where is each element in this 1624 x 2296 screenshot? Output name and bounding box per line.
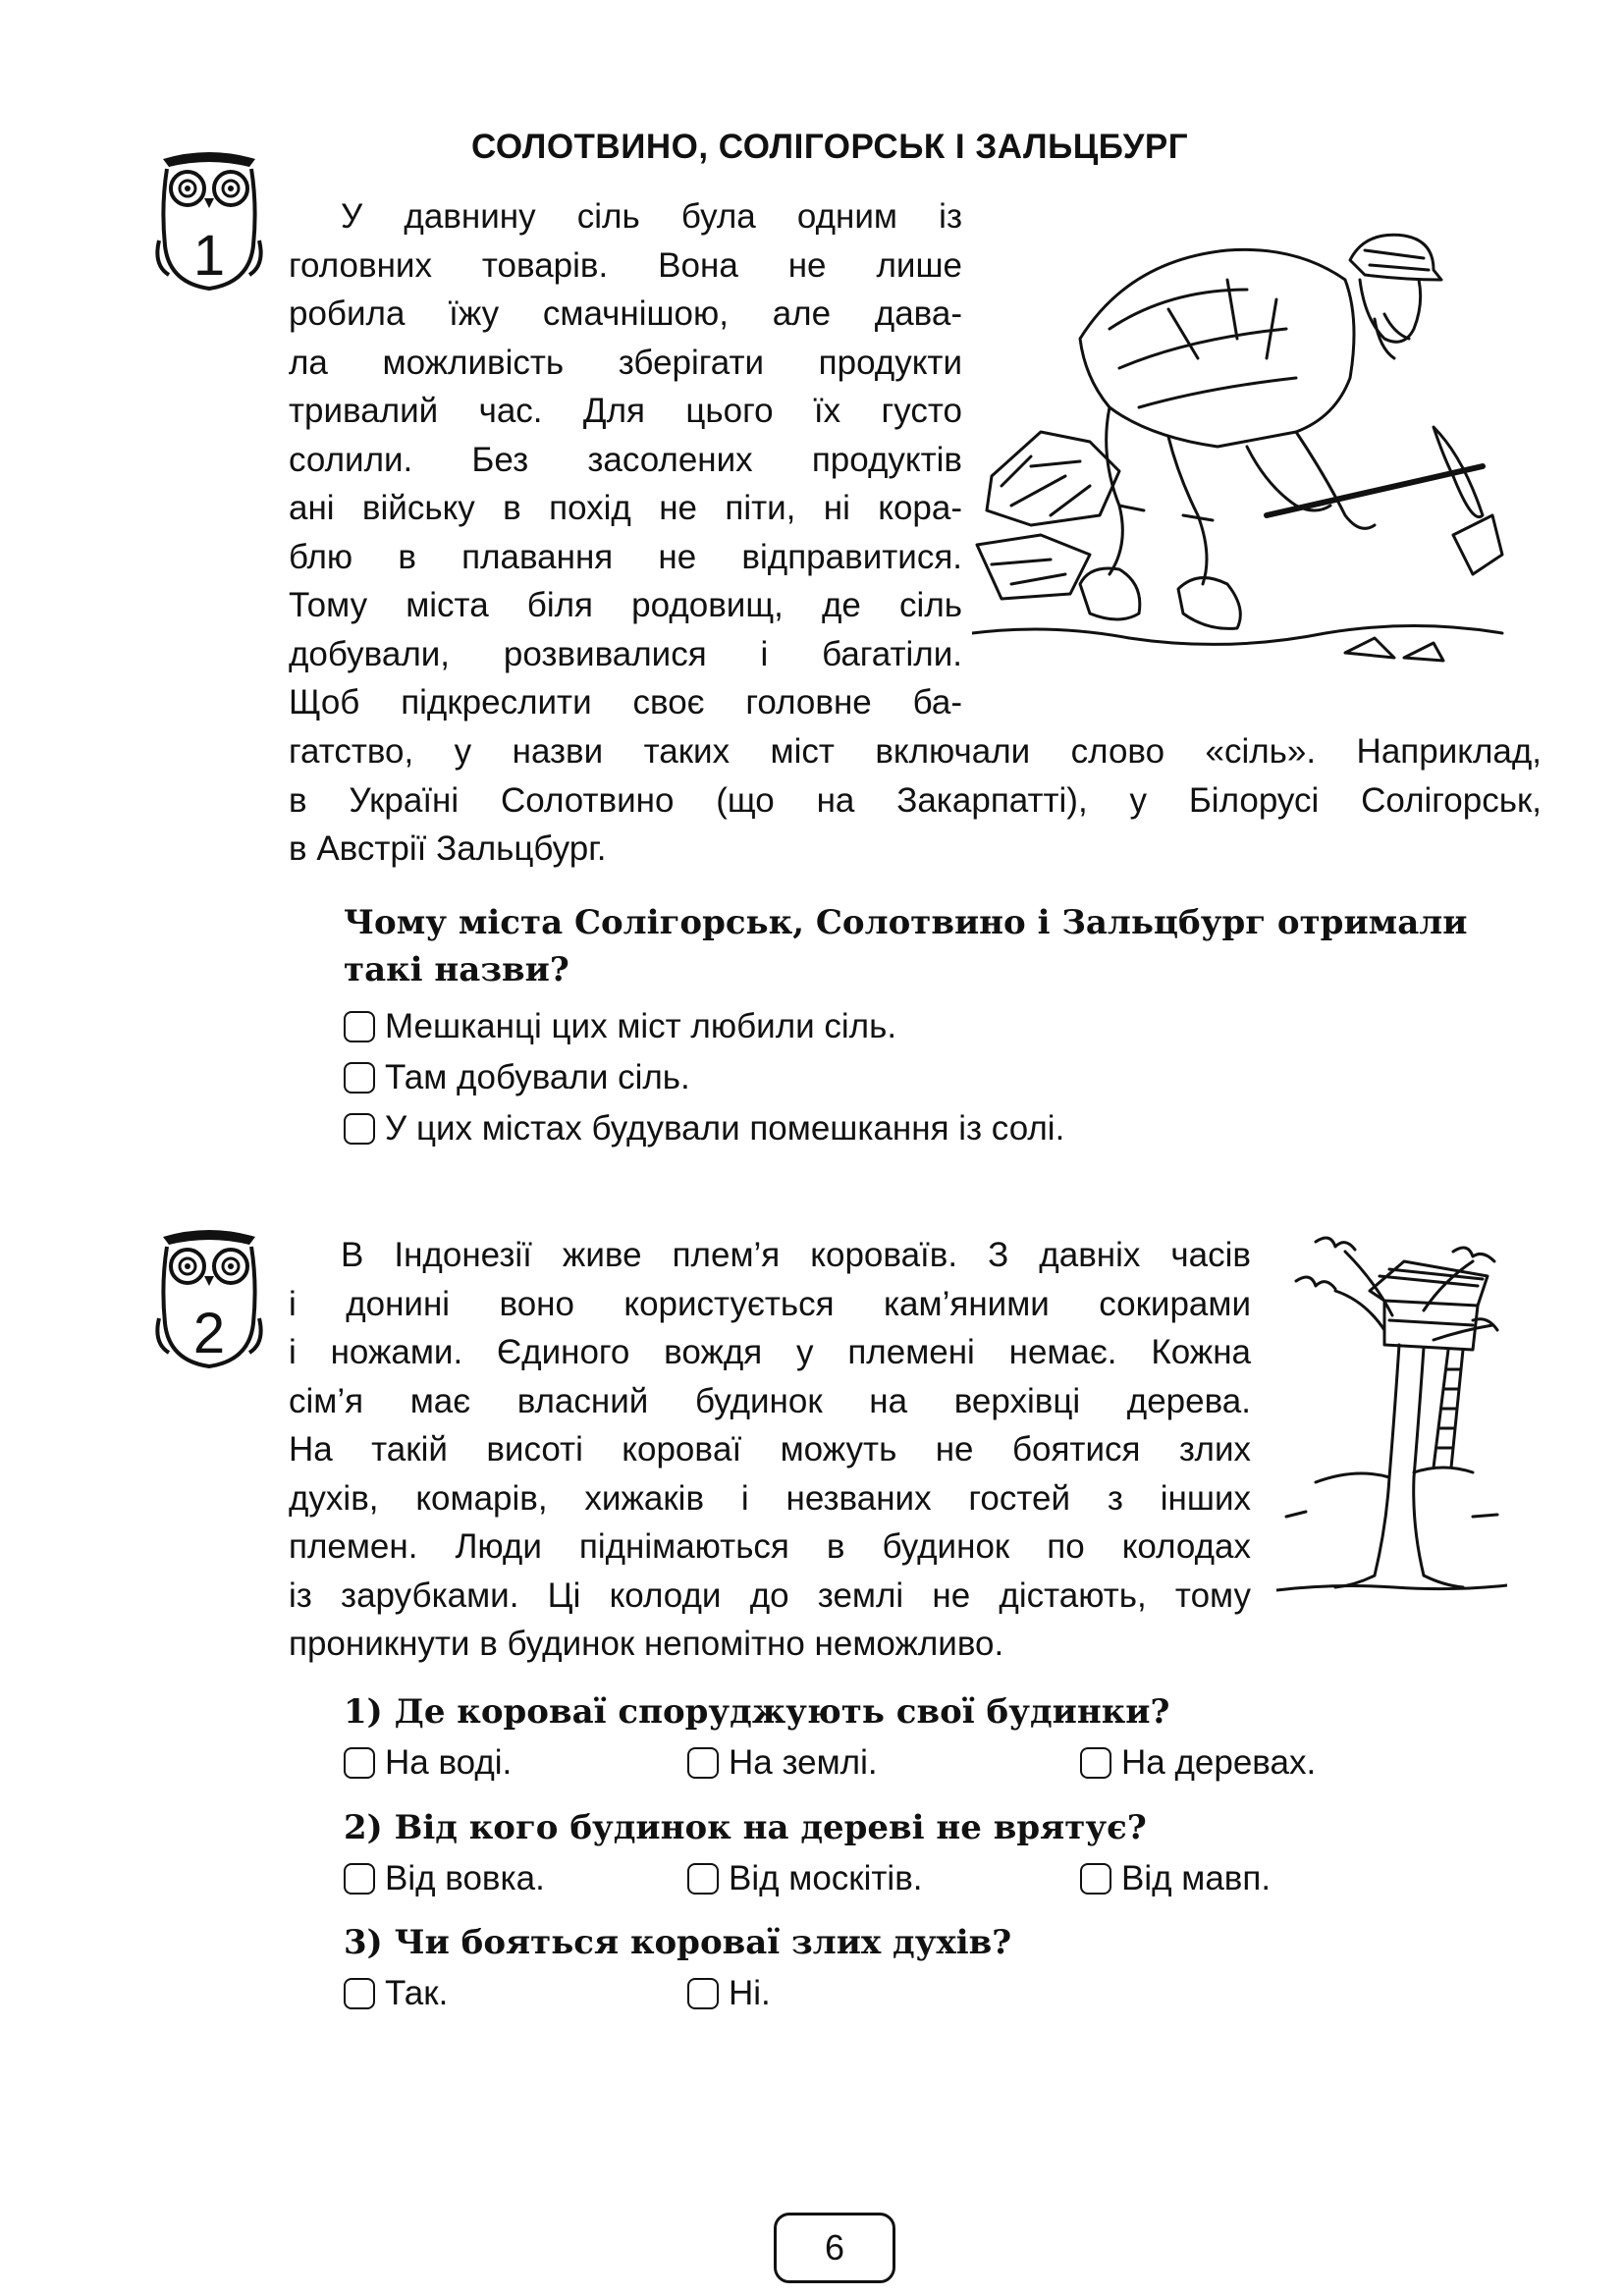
answer-option[interactable] <box>344 1853 687 1904</box>
option-label: Від мавп. <box>1121 1859 1272 1897</box>
page-number: 6 <box>774 2213 895 2283</box>
story-line: ла можливість зберігати продукти <box>289 343 962 382</box>
answer-option[interactable] <box>344 1052 1064 1103</box>
checkbox[interactable] <box>344 1747 375 1779</box>
checkbox[interactable] <box>687 1747 719 1779</box>
story-line: і ножами. Єдиного вождя у племені немає. Кожна <box>289 1333 1251 1371</box>
story-line: На такій висоті коровaї можуть не боятися злих <box>289 1430 1251 1468</box>
story-line: головних товарів. Вона не лише <box>289 245 962 285</box>
story-line: в Австрії Зальцбург. <box>289 829 607 868</box>
question-text: 3) Чи бояться короваї злих духів? <box>344 1923 1012 1962</box>
answer-option[interactable] <box>344 1001 1064 1052</box>
story-line: У давнину сіль була одним із <box>341 197 962 236</box>
miner-with-pickaxe-icon <box>972 221 1507 667</box>
answer-option[interactable] <box>1080 1853 1271 1904</box>
option-label: Мешканці цих міст любили сіль. <box>385 1007 897 1045</box>
miner-illustration <box>972 221 1507 667</box>
story-line: духів, комарів, хижаків і незваних гостей з інших <box>289 1478 1251 1518</box>
story-line: гатство, у назви таких міст включали слово «сіль». Наприклад, <box>289 732 1542 771</box>
answer-option[interactable] <box>687 1737 1080 1789</box>
question-text: 1) Де короваї споруджують свої будинки? <box>344 1692 1170 1732</box>
option-label: На деревах. <box>1121 1743 1317 1782</box>
option-label: На землі. <box>729 1743 878 1782</box>
story-line: сім’я має власний будинок на верхівці дерева. <box>289 1381 1251 1420</box>
story-line: солили. Без засолених продуктів <box>289 440 962 479</box>
question-1 <box>344 899 1467 993</box>
story-line: і донині воно користується кам’яними сокирами <box>289 1284 1251 1323</box>
story-line: в Україні Солотвино (що на Закарпатті), у Білорусі Солігорськ, <box>289 780 1542 820</box>
answer-option[interactable] <box>344 1968 687 2019</box>
checkbox[interactable] <box>687 1863 719 1895</box>
question-text: такі назви? <box>344 950 569 989</box>
checkbox[interactable] <box>687 1978 719 2009</box>
story-1-wide <box>289 727 1542 874</box>
answer-option[interactable] <box>687 1853 1080 1904</box>
checkbox[interactable] <box>1080 1863 1111 1895</box>
story-line: племен. Люди піднімаються в будинок по колодах <box>289 1527 1251 1566</box>
story-line: ані війську в похід не піти, ні кора- <box>289 489 962 527</box>
checkbox[interactable] <box>344 1062 375 1094</box>
treehouse-illustration <box>1276 1222 1507 1595</box>
task-number: 2 <box>192 1302 226 1365</box>
answer-options <box>344 1737 1316 1789</box>
option-label: Від москітів. <box>729 1859 923 1897</box>
option-label: Ні. <box>729 1974 771 2012</box>
story-line: проникнути в будинок непомітно неможливо. <box>289 1625 1004 1663</box>
checkbox[interactable] <box>344 1863 375 1895</box>
story-line: В Індонезії живе плем’я короваїв. З давніх часів <box>341 1236 1251 1274</box>
answer-option[interactable] <box>344 1103 1064 1154</box>
answer-option[interactable] <box>344 1737 687 1789</box>
story-line: із зарубками. Ці колоди до землі не дістають, тому <box>289 1575 1251 1615</box>
story-1-narrow <box>289 192 962 727</box>
story-line: Щоб підкреслити своє головне ба- <box>289 683 962 721</box>
checkbox[interactable] <box>344 1113 375 1145</box>
story-line: добували, розвивалися і багатіли. <box>289 634 962 673</box>
story-line: Тому міста біля родовищ, де сіль <box>289 586 962 624</box>
story-line: тривалий час. Для цього їх густо <box>289 392 962 430</box>
story-line: блю в плавання не відправитися. <box>289 537 962 576</box>
answer-option[interactable] <box>1080 1737 1316 1789</box>
checkbox[interactable] <box>344 1978 375 2009</box>
option-label: У цих містах будували помешкання із солі. <box>385 1109 1065 1148</box>
option-label: На воді. <box>385 1743 513 1782</box>
story-line: робила їжу смачнішою, але дава- <box>289 294 962 333</box>
question-text: 2) Від кого будинок на дереві не врятує? <box>344 1808 1147 1847</box>
checkbox[interactable] <box>344 1011 375 1042</box>
answer-options <box>344 1968 771 2019</box>
owl-icon <box>155 1225 263 1372</box>
option-label: Від вовка. <box>385 1859 545 1897</box>
task-number: 1 <box>192 224 226 288</box>
option-label: Там добували сіль. <box>385 1058 690 1096</box>
owl-icon <box>155 147 263 294</box>
owl-icon-svg <box>155 147 263 294</box>
answer-option[interactable] <box>687 1968 771 2019</box>
option-label: Так. <box>385 1974 449 2012</box>
story-2 <box>289 1231 1251 1669</box>
treehouse-icon <box>1276 1222 1507 1595</box>
answer-options <box>344 1853 1271 1904</box>
owl-icon-svg <box>155 1225 263 1372</box>
page-title: СОЛОТВИНО, СОЛІГОРСЬК І ЗАЛЬЦБУРГ <box>471 128 1189 166</box>
answer-options-1 <box>344 1001 1064 1154</box>
checkbox[interactable] <box>1080 1747 1111 1779</box>
question-text: Чому міста Солігорськ, Солотвино і Зальцбург отримали <box>344 903 1468 942</box>
